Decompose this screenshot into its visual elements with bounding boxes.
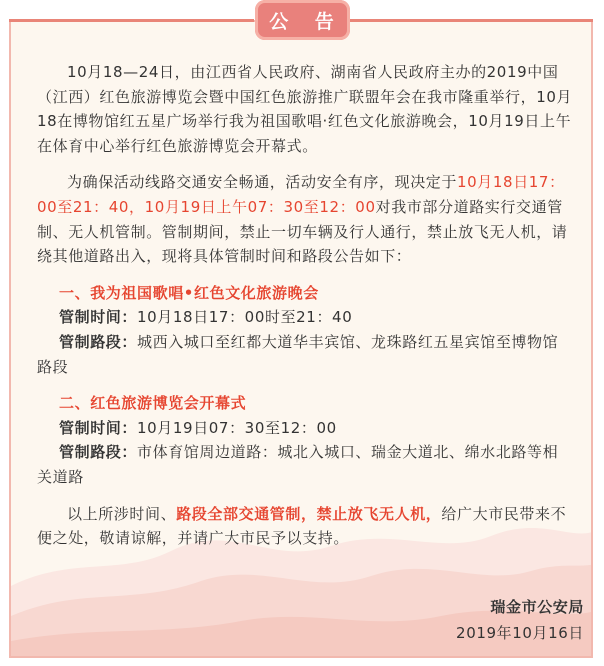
signature-date: 2019年10月16日	[456, 624, 584, 642]
section-2-time-label: 管制时间：	[59, 418, 138, 437]
notice-body	[37, 60, 573, 563]
section-2-heading: 二、红色旅游博览会开幕式	[59, 394, 247, 413]
section-1-road-value: 城西入城口至红都大道华丰宾馆、龙珠路红五星宾馆至博物馆路段	[37, 332, 559, 376]
title-rule-right	[350, 19, 593, 22]
section-1-time-value: 10月18日17：00时至21：40	[137, 308, 353, 327]
closing-highlight: 路段全部交通管制，禁止放飞无人机，	[176, 504, 442, 523]
title-bar	[0, 0, 604, 44]
section-2-time	[37, 416, 573, 441]
section-1-road-label: 管制路段：	[59, 332, 138, 351]
intro-paragraph: 10月18—24日，由江西省人民政府、湖南省人民政府主办的2019中国（江西）红色旅游博览会暨中国红色旅游推广联盟年会在我市隆重举行，10月18在博物馆红五星广场举行我为祖国歌唱·红色文化旅游晚会，10月19日上午在体育中心举行红色旅游博览会开幕式。	[37, 63, 573, 155]
closing-text-b: 给广大市民带来不便之处，敬请谅解，并请广大市民予以支持。	[37, 504, 567, 548]
closing-paragraph	[37, 502, 573, 551]
section-1-road	[37, 330, 573, 379]
title-rule-left	[9, 19, 254, 22]
section-1-heading: 一、我为祖国歌唱•红色文化旅游晚会	[59, 283, 319, 302]
signature-org: 瑞金市公安局	[490, 598, 584, 616]
closing-text-a: 以上所涉时间、	[67, 504, 177, 523]
control-text-a: 为确保活动线路交通安全畅通，活动安全有序，现决定于	[67, 173, 458, 192]
section-2-road	[37, 440, 573, 489]
control-paragraph	[37, 170, 573, 268]
section-1-time-label: 管制时间：	[59, 308, 138, 327]
section-2-time-value: 10月19日07：30至12：00	[137, 418, 337, 437]
control-text-b: 对我市部分道路实行交通管制、无人机管制。管制期间，禁止一切车辆及行人通行，禁止放飞无人机，请绕其他道路出入，现将具体管制时间和路段公告如下：	[37, 197, 568, 266]
section-2-road-label: 管制路段：	[59, 443, 138, 462]
control-time-highlight: 10月18日17：00至21：40，10月19日上午07：30至12：00	[37, 173, 565, 216]
section-1-time	[37, 305, 573, 330]
notice-title: 公 告	[255, 0, 350, 40]
section-2-road-value: 市体育馆周边道路：城北入城口、瑞金大道北、绵水北路等相关道路	[37, 443, 559, 486]
